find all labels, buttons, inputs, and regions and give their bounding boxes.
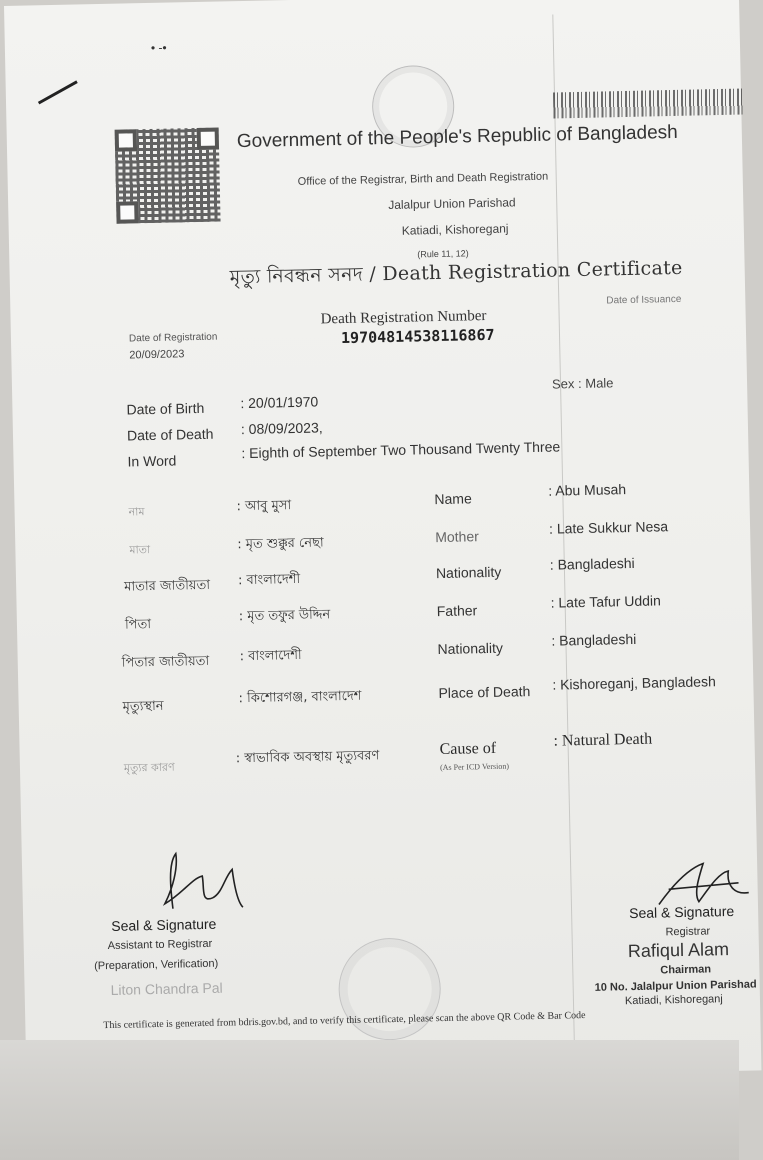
- registration-date-value: 20/09/2023: [129, 348, 185, 362]
- registration-date-label: Date of Registration: [128, 331, 218, 345]
- left-sub: (Preparation, Verification): [94, 957, 219, 973]
- assistant-signature: [142, 847, 253, 919]
- right-place: Katiadi, Kishoreganj: [624, 993, 723, 1008]
- mother-nationality-value: : Bangladeshi: [549, 554, 635, 573]
- right-union: 10 No. Jalalpur Union Parishad: [594, 978, 757, 994]
- place-of-death-bn-value: : কিশোরগঞ্জ, বাংলাদেশ: [238, 688, 362, 707]
- dod-label: Date of Death: [126, 425, 214, 444]
- right-role: Registrar: [665, 925, 711, 939]
- father-label: Father: [436, 602, 478, 620]
- union-name: Jalalpur Union Parishad: [388, 195, 516, 212]
- father-nationality-bn-label: পিতার জাতীয়তা: [121, 653, 210, 671]
- qr-finder: [116, 201, 138, 223]
- mother-value: : Late Sukkur Nesa: [548, 518, 669, 537]
- left-role: Assistant to Registrar: [107, 937, 213, 953]
- footer-note: This certificate is generated from bdris.gov.bd, and to verify this certificate, please scan the above QR Code & Bar Code: [103, 1010, 586, 1032]
- certificate-title: মৃত্যু নিবন্ধন সনদ / Death Registration Certificate: [229, 256, 683, 289]
- cause-bn-label: মৃত্যুর কারণ: [123, 760, 175, 775]
- background-shadow: [0, 1040, 739, 1160]
- qr-code: [115, 128, 221, 224]
- mother-nationality-bn-value: : বাংলাদেশী: [237, 571, 301, 589]
- father-bn-value: : মৃত তফুর উদ্দিন: [238, 607, 331, 625]
- cause-label: Cause of: [439, 739, 497, 759]
- right-title: Chairman: [660, 963, 712, 977]
- name-bn-label: নাম: [128, 505, 145, 519]
- father-nationality-bn-value: : বাংলাদেশী: [239, 647, 302, 665]
- right-seal-heading: Seal & Signature: [628, 902, 735, 922]
- dob-label: Date of Birth: [126, 399, 205, 418]
- name-bn-value: : আবু মুসা: [236, 498, 292, 515]
- barcode: [553, 89, 744, 119]
- qr-finder: [115, 129, 137, 151]
- registration-number-value: 19704814538116867: [340, 325, 495, 348]
- name-label: Name: [434, 490, 472, 508]
- left-seal-heading: Seal & Signature: [111, 915, 217, 934]
- issuance-date-label: Date of Issuance: [606, 293, 682, 307]
- mother-label: Mother: [435, 528, 479, 546]
- cause-bn-value: : স্বাভাবিক অবস্থায় মৃত্যুবরণ: [235, 748, 380, 767]
- government-title: Government of the People's Republic of Bangladesh: [236, 121, 678, 153]
- cause-sub-label: (As Per ICD Version): [439, 761, 510, 773]
- father-nationality-value: : Bangladeshi: [551, 630, 637, 649]
- office-name: Office of the Registrar, Birth and Death Registration: [297, 170, 549, 188]
- left-name: Liton Chandra Pal: [110, 979, 223, 998]
- location: Katiadi, Kishoreganj: [401, 221, 509, 238]
- rule-reference: (Rule 11, 12): [417, 248, 469, 260]
- right-name: Rafiqul Alam: [627, 939, 730, 962]
- cause-value: : Natural Death: [553, 730, 653, 750]
- mother-nationality-label: Nationality: [435, 563, 502, 582]
- mother-bn-label: মাতা: [129, 543, 151, 557]
- place-of-death-value: : Kishoreganj, Bangladesh: [552, 673, 716, 693]
- father-bn-label: পিতা: [124, 617, 152, 633]
- pen-mark: [38, 80, 78, 104]
- inword-value: : Eighth of September Two Thousand Twenty Three: [241, 438, 561, 462]
- top-marks: • -•: [150, 40, 167, 55]
- dod-value: : 08/09/2023,: [240, 419, 323, 438]
- place-of-death-label: Place of Death: [438, 683, 531, 702]
- mother-bn-value: : মৃত শুক্কুর নেছা: [237, 535, 324, 553]
- certificate-paper: [4, 0, 761, 1086]
- sex-value: Sex : Male: [551, 375, 614, 392]
- father-nationality-label: Nationality: [437, 639, 504, 658]
- dob-value: : 20/01/1970: [240, 393, 319, 412]
- name-value: : Abu Musah: [548, 481, 627, 499]
- qr-finder: [197, 128, 219, 150]
- father-value: : Late Tafur Uddin: [550, 592, 662, 611]
- mother-nationality-bn-label: মাতার জাতীয়তা: [124, 577, 211, 595]
- registration-number-label: Death Registration Number: [320, 307, 487, 328]
- place-of-death-bn-label: মৃত্যুস্থান: [122, 698, 164, 715]
- inword-label: In Word: [127, 452, 177, 470]
